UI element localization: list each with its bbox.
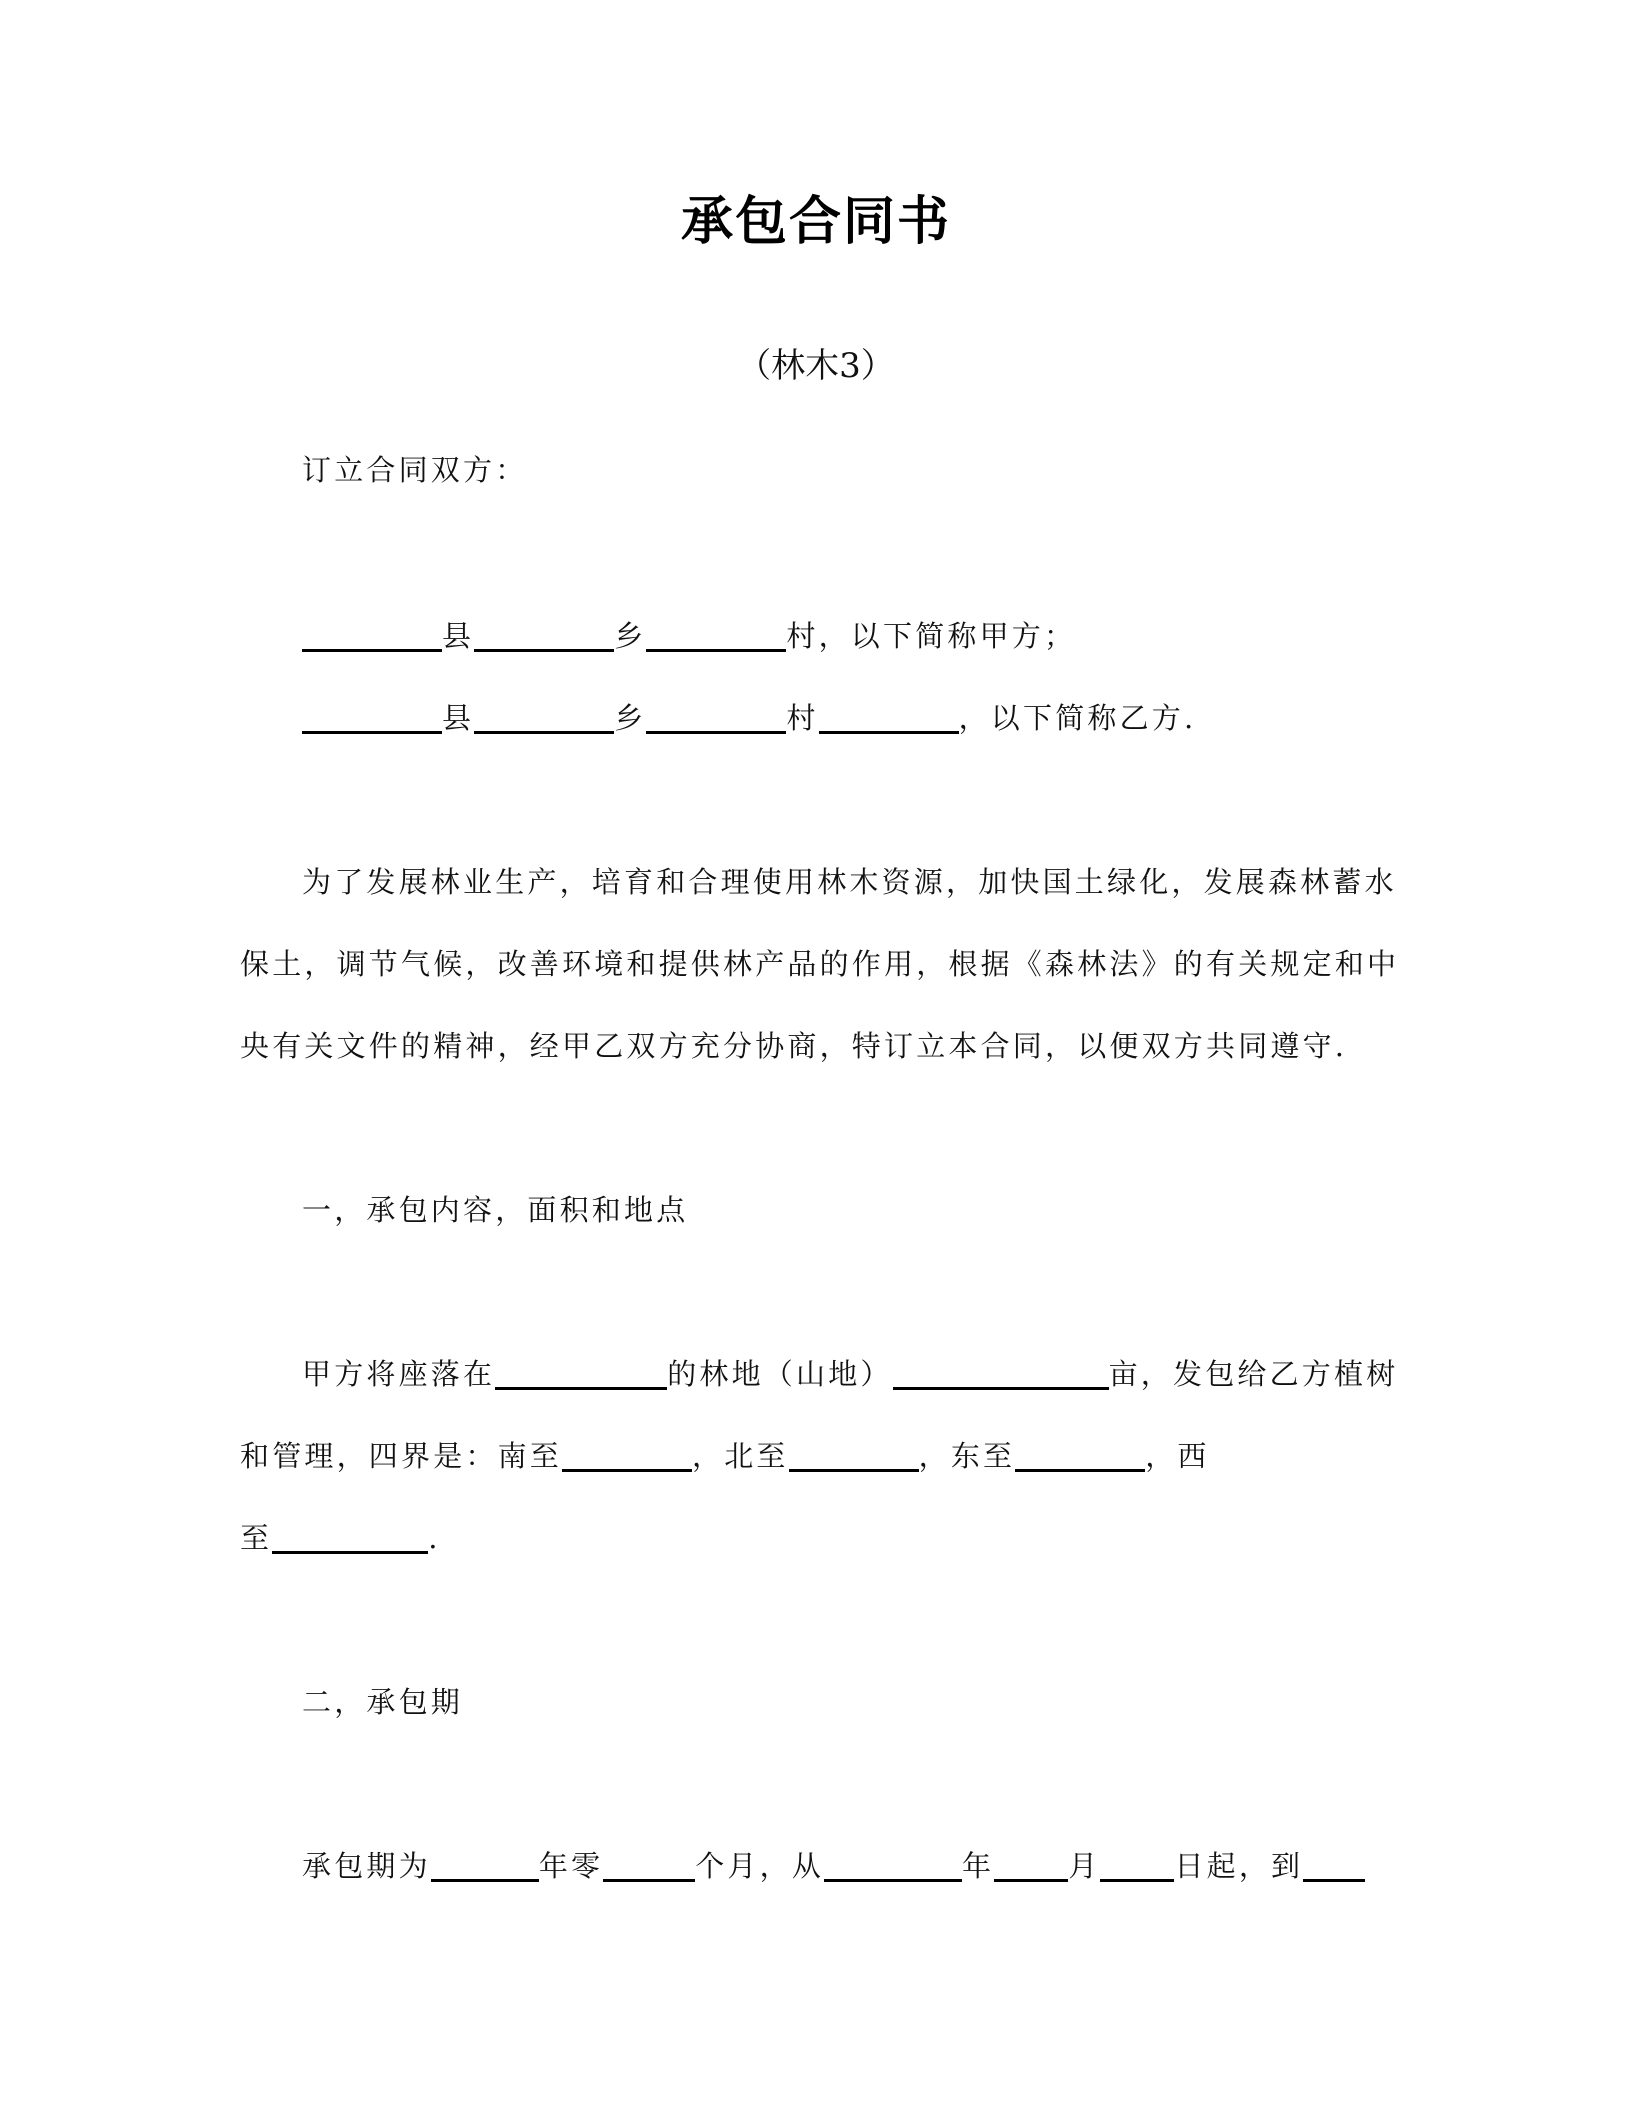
start-day-blank[interactable] (1100, 1849, 1174, 1882)
section-1-line-2 (240, 1436, 1210, 1476)
years-label: 年零 (538, 1849, 604, 1883)
section-1-heading: 一，承包内容，面积和地点 (302, 1193, 689, 1227)
month-label: 月 (1068, 1849, 1101, 1883)
term-years-blank[interactable] (431, 1849, 539, 1882)
forestland-label: 的林地（山地） (667, 1357, 893, 1391)
preamble-line-3: 央有关文件的精神，经甲乙双方充分协商，特订立本合同，以便双方共同遵守. (240, 1029, 1348, 1063)
party-b-suffix: ，以下简称乙方. (958, 701, 1197, 735)
boundary-north-label: ，北至 (692, 1439, 789, 1473)
party-b-county-blank[interactable] (302, 701, 442, 734)
period-mark: . (428, 1521, 441, 1555)
party-b-village-blank[interactable] (646, 701, 786, 734)
end-date-blank[interactable] (1303, 1849, 1365, 1882)
north-boundary-blank[interactable] (789, 1439, 919, 1472)
village-label: 村 (786, 701, 819, 735)
document-title: 承包合同书 (680, 192, 951, 252)
party-b-line (302, 698, 1196, 738)
party-a-village-blank[interactable] (646, 619, 786, 652)
party-b-township-blank[interactable] (474, 701, 614, 734)
months-from-label: 个月，从 (695, 1849, 825, 1883)
township-label: 乡 (614, 619, 647, 653)
west-label: 至 (240, 1521, 273, 1555)
county-label: 县 (442, 701, 475, 735)
parties-heading: 订立合同双方： (302, 453, 528, 487)
boundary-west-label: ，西 (1145, 1439, 1210, 1473)
preamble-line-2: 保土，调节气候，改善环境和提供林产品的作用，根据《森林法》的有关规定和中 (240, 947, 1400, 981)
boundary-south-label: 和管理，四界是：南至 (240, 1439, 563, 1473)
party-a-township-blank[interactable] (474, 619, 614, 652)
west-boundary-blank[interactable] (272, 1521, 428, 1554)
party-b-name-blank[interactable] (819, 701, 959, 734)
party-a-line (302, 616, 1076, 656)
location-blank[interactable] (495, 1357, 667, 1390)
area-unit-label: 亩，发包给乙方植树 (1108, 1357, 1399, 1391)
term-label: 承包期为 (302, 1849, 431, 1883)
start-year-blank[interactable] (824, 1849, 962, 1882)
location-label: 甲方将座落在 (302, 1357, 496, 1391)
section-2-heading: 二，承包期 (302, 1685, 464, 1719)
county-label: 县 (442, 619, 475, 653)
year-label: 年 (962, 1849, 995, 1883)
party-a-county-blank[interactable] (302, 619, 442, 652)
area-blank[interactable] (893, 1357, 1109, 1390)
preamble-line-1: 为了发展林业生产，培育和合理使用林木资源，加快国土绿化，发展森林蓄水 (302, 865, 1397, 899)
term-months-blank[interactable] (603, 1849, 695, 1882)
document-subtitle: （林木3） (737, 346, 895, 386)
day-to-label: 日起，到 (1174, 1849, 1304, 1883)
start-month-blank[interactable] (994, 1849, 1068, 1882)
section-1-line-3 (240, 1518, 441, 1558)
party-a-suffix: 村，以下简称甲方； (786, 619, 1077, 653)
boundary-east-label: ，东至 (918, 1439, 1016, 1473)
east-boundary-blank[interactable] (1015, 1439, 1145, 1472)
south-boundary-blank[interactable] (562, 1439, 692, 1472)
section-2-line-1 (302, 1846, 1365, 1886)
section-1-line-1 (302, 1354, 1398, 1394)
township-label: 乡 (614, 701, 647, 735)
